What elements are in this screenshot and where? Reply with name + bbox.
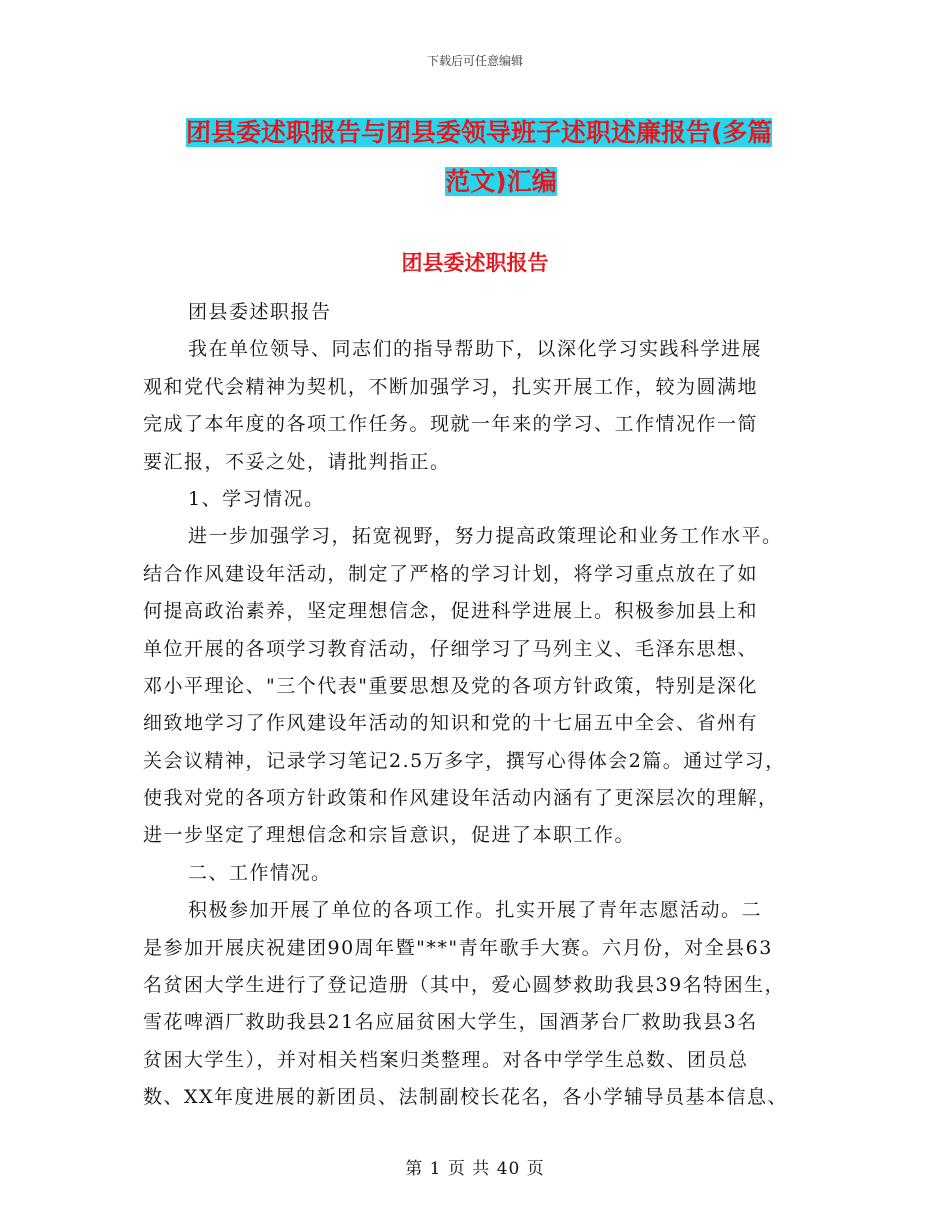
paragraph-line: 积极参加开展了单位的各项工作。扎实开展了青年志愿活动。二 bbox=[188, 899, 763, 922]
paragraph-line: 我在单位领导、同志们的指导帮助下，以深化学习实践科学进展 bbox=[188, 338, 763, 361]
page-footer: 第 1 页 共 40 页 bbox=[405, 1159, 545, 1179]
paragraph-line: 结合作风建设年活动，制定了严格的学习计划，将学习重点放在了如 bbox=[143, 562, 759, 585]
paragraph-line: 单位开展的各项学习教育活动，仔细学习了马列主义、毛泽东思想、 bbox=[143, 637, 759, 660]
paragraph-line: 进一步坚定了理想信念和宗旨意识，促进了本职工作。 bbox=[143, 824, 636, 847]
paragraph-line: 数、XX年度进展的新团员、法制副校长花名，各小学辅导员基本信息、 bbox=[143, 1086, 789, 1109]
document-body bbox=[143, 294, 823, 1117]
paragraph-line: 是参加开展庆祝建团90周年暨"**"青年歌手大赛。六月份，对全县63 bbox=[143, 936, 773, 959]
paragraph-line: 观和党代会精神为契机，不断加强学习，扎实开展工作，较为圆满地 bbox=[143, 375, 759, 398]
document-title-line-2: 范文)汇编 bbox=[445, 167, 557, 196]
document-title-line-1: 团县委述职报告与团县委领导班子述职述廉报告(多篇 bbox=[186, 118, 773, 147]
paragraph-line: 关会议精神，记录学习笔记2.5万多字，撰写心得体会2篇。通过学习， bbox=[143, 749, 786, 772]
document-title bbox=[186, 108, 816, 206]
paragraph-line: 名贫困大学生进行了登记造册（其中，爱心圆梦救助我县39名特困生， bbox=[143, 974, 786, 997]
paragraph-line: 团县委述职报告 bbox=[188, 301, 332, 323]
paragraph-line: 邓小平理论、"三个代表"重要思想及党的各项方针政策，特别是深化 bbox=[143, 674, 758, 697]
paragraph-line: 贫困大学生），并对相关档案归类整理。对各中学学生总数、团员总 bbox=[143, 1048, 749, 1071]
paragraph-line: 要汇报，不妥之处，请批判指正。 bbox=[143, 450, 451, 473]
paragraph-line: 雪花啤酒厂救助我县21名应届贫困大学生，国酒茅台厂救助我县3名 bbox=[143, 1011, 758, 1034]
paragraph-line: 完成了本年度的各项工作任务。现就一年来的学习、工作情况作一简 bbox=[143, 413, 759, 436]
paragraph-line: 进一步加强学习，拓宽视野，努力提高政策理论和业务工作水平。 bbox=[188, 525, 783, 548]
paragraph-line: 何提高政治素养，坚定理想信念，促进科学进展上。积极参加县上和 bbox=[143, 600, 759, 623]
page-header: 下载后可任意编辑 bbox=[426, 54, 523, 68]
paragraph-line: 二、工作情况。 bbox=[188, 861, 332, 884]
paragraph-line: 1、学习情况。 bbox=[188, 487, 325, 510]
paragraph-line: 使我对党的各项方针政策和作风建设年活动内涵有了更深层次的理解， bbox=[143, 787, 779, 810]
paragraph-line: 细致地学习了作风建设年活动的知识和党的十七届五中全会、省州有 bbox=[143, 712, 759, 735]
section-title: 团县委述职报告 bbox=[401, 251, 549, 275]
